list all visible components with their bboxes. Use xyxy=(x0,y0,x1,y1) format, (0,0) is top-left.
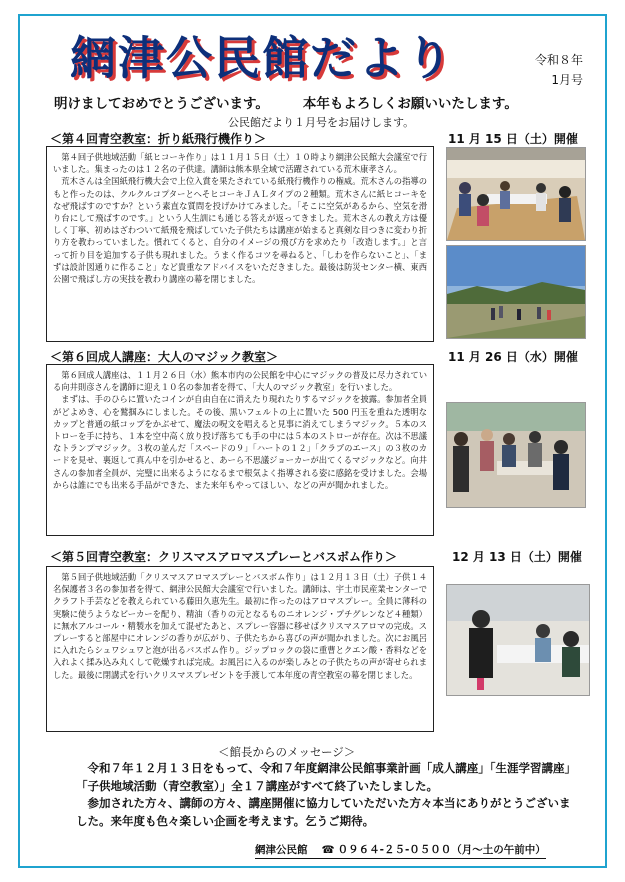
section-1-heading: ＜第４回青空教室：折り紙飛行機作り＞ xyxy=(50,132,267,146)
section-3-textbox xyxy=(46,566,434,732)
issue-info xyxy=(513,50,583,90)
section-1-paragraph: 荒木さんは全国紙飛行機大会で上位入賞を果たされている紙飛行機作りの権威。荒木さんの指導のもと作ったのは、クルクルコプターとへそヒコーキＪＡＬタイプの２種類。荒木さんに紙ヒコーキをなぜ飛ばすのですか？という素直な質問を投げかけてみました。「そこに空気があるから、空気を滑り台にして飛ばすのです。」という人生訓にも通じる答えが返ってきました。荒木さんの教え方は優しく丁寧、初めはざわついて紙飛を飛ばしていた子供たちは講座が始まると真剣な目つきに変わり折り方を教わっていました。慣れてくると、自分のイメージの飛び方を求めたり「改造します。」と言って折り目を追加する子供も現れました。うまく作るコツを尋ねると、「しわを作らないこと」、「まずは設計図通りに作ること」など貴重なアドバイスをいただきました。最後は防災センター横、東西公園で飛ばし方の実技を教わり講座の幕を閉じました。 xyxy=(53,176,427,285)
section-3-paragraph: 第５回子供地域活動「クリスマスアロマスプレーとバスボム作り」は１２月１３日（土）子供１４名保護者３名の参加者を得て、網津公民館大会議室で行いました。講師は、宇土市民産業センターでクラフト手芸などを教えられている藤田久恵先生。最初に作ったのはアロマスプレー。全員に薄科の実験に使うようなビーカーを配り、精油（香りの元となるものニオレンジ・プチグレンなど４種類）に無水アルコール・精製水を加えて混ぜたあと、スプレー容器に移せばクリスマスアロマの完成。スプレーすると部屋中にオレンジの香りが広がり、子供たちから喜びの声が聞かれました。次にお風呂に入れたらシュワシュワと泡が出るバスボム作り。ジップロックの袋に重曹とクエン酸・香料などを入れよく揉み込み丸くして乾燥すれば完成。お風呂に入るのが楽しみとの子供たちの声が寄せられました。最後に閉講式を行いクリスマスプレゼントを手渡して本年度の青空教室の幕を閉じました。 xyxy=(53,572,427,680)
photo-aroma-spray-class xyxy=(446,584,590,696)
section-3-date: 12 月 13 日（土）開催 xyxy=(452,550,582,564)
photo-paper-airplane-class xyxy=(446,147,586,241)
footer-phone: ０９６４-２５-０５００（月～土の午前中） xyxy=(337,844,546,856)
footer-office-name: 網津公民館 xyxy=(255,844,308,856)
director-message-body xyxy=(76,760,576,830)
section-2-paragraph: 第６回成人講座は、１１月２６日（水）熊本市内の公民館を中心にマジックの普及に尽力されている向井則彦さんを講師に迎え１０名の参加者を得て、「大人のマジック教室」を行いました。 xyxy=(53,370,427,393)
section-1-paragraph: 第４回子供地域活動「紙ヒコーキ作り」は１１月１５日（土）１０時より網津公民館大会議室で行いました。集まったのは１２名の子供達。講師は熊本県全域で活躍されている荒木康孝さん。 xyxy=(53,152,427,175)
section-1-date: 11 月 15 日（土）開催 xyxy=(448,132,578,146)
telephone-icon: ☎ xyxy=(321,844,335,856)
section-1-textbox xyxy=(46,146,434,342)
photo-magic-class xyxy=(446,402,586,508)
director-message-title: ＜館長からのメッセージ＞ xyxy=(218,745,356,759)
intro-line: 公民館だより１月号をお届けします。 xyxy=(228,116,415,129)
section-2-paragraph: まずは、手のひらに置いたコインが自由自在に消えたり現れたりするマジックを披露。参加者全員がどよめき、心を鷲掴みにしました。その後、黒いフェルトの上に置いた 500 円玉を重ねた透明なカップと普通の紙コップをかぶせて、魔法の呪文を唱えると見事に消えてしまうマジック。５本のストローを手に持ち、１本を空中高く放り投げ落ちても手の中には５本のストローが存在。次は不思議なトランプマジック。３枚の並んだ「スペードの９」「ハートの１２」「クラブのエース」の３枚のカードを見せ、裏返して真ん中を引かせると、あーら不思議ジョーカーが出てくるマジックなど。向井さんの参加者全員が、完璧に出来るようになるまで根気よく指導される姿に感銘を受けました。会場からは誰にでも出来る手品ができた、また来年もやってほしい、などの声が聞かれました。 xyxy=(53,394,427,490)
greeting-line-2: 本年もよろしくお願いいたします。 xyxy=(302,96,518,112)
section-2-heading: ＜第６回成人講座：大人のマジック教室＞ xyxy=(50,350,279,364)
footer-contact xyxy=(255,842,546,859)
director-message-paragraph: 参加された方々、講師の方々、講座開催に協力していただいた方々本当にありがとうございました。来年度も色々楽しい企画を考えます。乞うご期待。 xyxy=(76,796,571,828)
director-message-paragraph: 令和７年１２月１３日をもって、令和７年度網津公民館事業計画「成人講座」「生涯学習講座」「子供地域活動（青空教室）」全１７講座がすべて終了いたしました。 xyxy=(76,761,577,793)
issue-number: 1月号 xyxy=(551,73,583,87)
section-3-heading: ＜第５回青空教室：クリスマスアロマスプレーとバスボム作り＞ xyxy=(50,550,398,564)
greeting-line-1: 明けましておめでとうございます。 xyxy=(54,96,269,112)
section-2-textbox xyxy=(46,364,434,536)
section-2-date: 11 月 26 日（水）開催 xyxy=(448,350,578,364)
new-year-greeting xyxy=(54,92,584,112)
newsletter-title: 網津公民館だより xyxy=(70,31,454,85)
issue-era-year: 令和８年 xyxy=(534,53,583,67)
photo-outdoor-flying xyxy=(446,245,586,339)
